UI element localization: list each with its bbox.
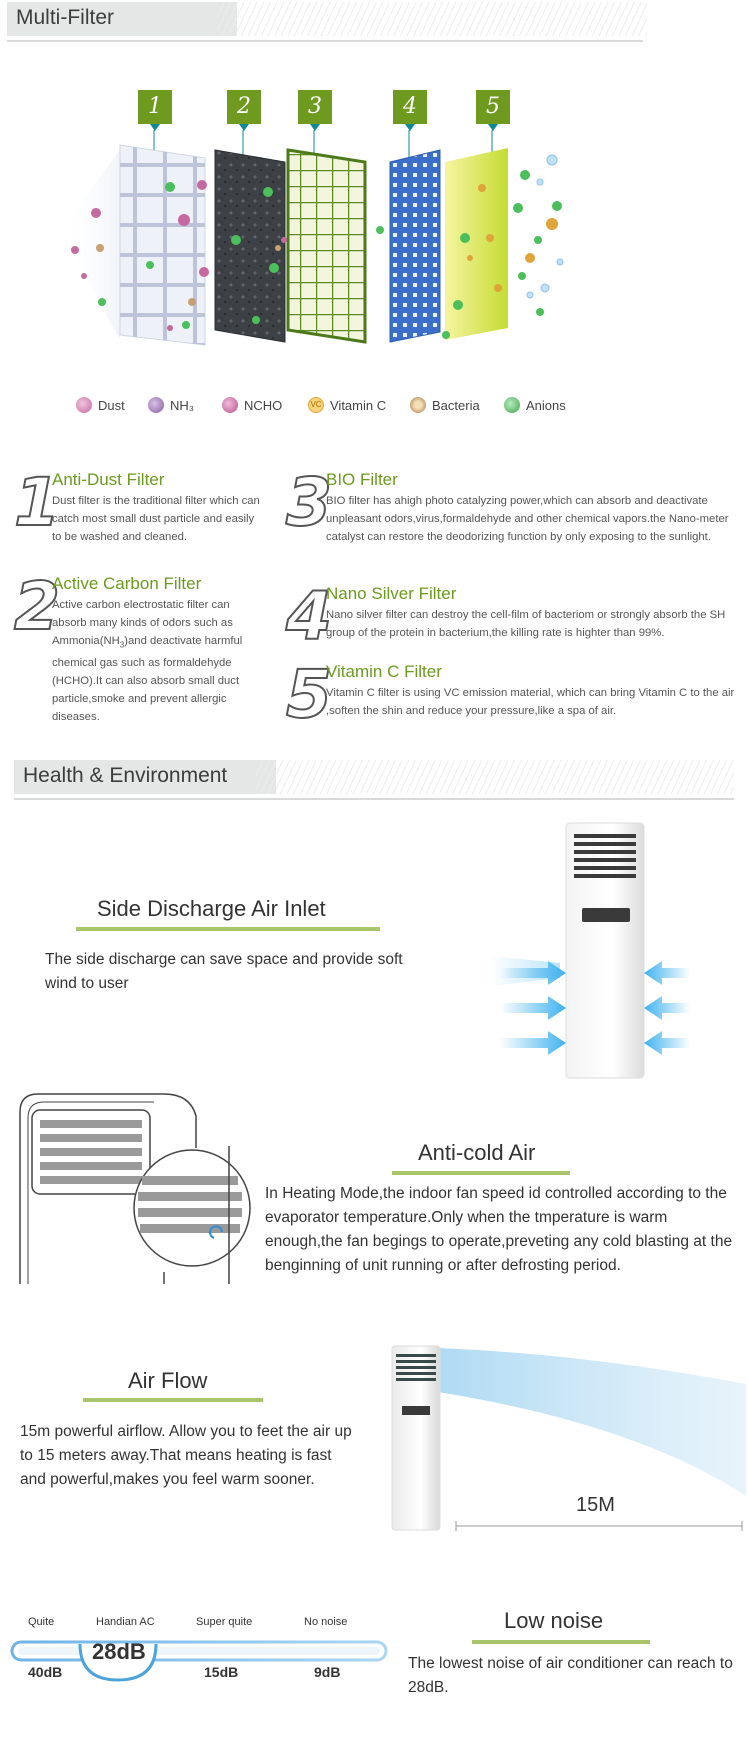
filter-number-tag: 5 [476,90,510,124]
noise-label: Handian AC [96,1616,155,1628]
noise-value: 15dB [204,1664,239,1680]
filter-text: BIO filter has ahigh photo catalyzing power,which can absorb and deactivate unpleasant odors,virus,formaldehyde and other chemical vapors.the Nano-meter catalyst can restore the deodorizing function by only exposing to the sunlight. [326,495,729,543]
feature-title-anti-cold: Anti-cold Air [418,1140,536,1165]
feature-underline [472,1640,650,1644]
section-title: Health & Environment [23,764,228,787]
filter-text: Vitamin C filter is using VC emission material, which can bring Vitamin C to the air ,soften the shin and reduce your pressure,like a spa of air. [326,687,735,717]
noise-label: No noise [304,1616,348,1628]
air-flow-distance: 15M [576,1494,615,1516]
noise-label: Quite [28,1616,55,1628]
air-inlet-graphic [490,818,700,1083]
filter-number-tag: 1 [138,90,172,124]
noise-scale [8,1600,388,1710]
vitamin-c-icon: VC [308,397,324,413]
air-flow-graphic [386,1344,746,1544]
air-flow-illustration [386,1344,746,1544]
particle-legend [76,397,636,419]
filter-title: Anti-Dust Filter [52,470,165,489]
filter-layers-illustration [60,90,660,390]
filter-description-1 [14,464,264,560]
legend-item-dust: Dust [76,397,125,413]
feature-text-side-discharge: The side discharge can save space and provide soft wind to user [45,951,403,992]
dust-icon [76,397,92,413]
feature-underline [83,1398,263,1402]
filter-description-4 [286,578,736,655]
legend-item-nh3: NH₃ [148,397,194,413]
feature-title-side-discharge: Side Discharge Air Inlet [97,896,326,921]
filter-text: Dust filter is the traditional filter which can catch most small dust particle and easily to be washed and cleaned. [52,495,260,543]
filter-number-tag: 3 [298,90,332,124]
side-discharge-illustration [490,818,700,1083]
filter-description-5 [286,656,736,733]
filter-text: Active carbon electrostatic filter can absorb many kinds of odors such as $Ammonia(NH_3)and$ deactivate harmful chemical gas such as formaldehyde (HCHO).It can also absorb small duct particle,smoke and prevent allergic diseases. [52,599,243,724]
feature-underline [76,927,380,931]
legend-item-anions: Anions [504,397,566,413]
filter-big-number: 2 [14,568,60,645]
feature-text-low-noise: The lowest noise of air conditioner can reach to 28dB. [408,1655,733,1696]
feature-text-anti-cold: In Heating Mode,the indoor fan speed id controlled according to the evaporator temperature.Only when the tmperature is warm enough,the fan begings to operate,preveting any cold blasting at the benginning of unit running or after defrosting period. [265,1185,733,1274]
filter-big-number: 5 [286,656,332,733]
feature-text-air-flow: 15m powerful airflow. Allow you to feet the air up to 15 meters away.That means heating is fast and powerful,makes you feel warm sooner. [20,1423,352,1488]
noise-value: 40dB [28,1664,63,1680]
multi-filter-header [7,2,647,36]
feature-title-low-noise: Low noise [504,1608,604,1633]
filter-text: Nano silver filter can destroy the cell-film of bacteriom or strongly absorb the SH group of the protein in bacterium,the killing rate is highter than 99%. [326,609,726,639]
filter-description-2 [14,568,264,724]
bacteria-icon [410,397,426,413]
filter-number-tag: 4 [393,90,427,124]
feature-underline [392,1171,570,1175]
noise-value-highlight: 28dB [92,1639,146,1664]
filter-title: Vitamin C Filter [326,662,442,681]
noise-label: Super quite [196,1616,253,1628]
anion-icon [504,397,520,413]
legend-item-vitamin-c: VC Vitamin C [308,397,386,413]
nh3-molecule-icon [148,397,164,413]
filter-title: BIO Filter [326,470,398,489]
section-title: Multi-Filter [16,6,114,29]
filter-number-tag: 2 [227,90,261,124]
legend-item-bacteria: Bacteria [410,397,480,413]
filter-title: Nano Silver Filter [326,584,457,603]
filter-title: Active Carbon Filter [52,574,202,593]
health-environment-header [14,760,734,794]
filter-layers-graphic [60,90,660,390]
filter-description-3 [286,464,736,570]
filter-big-number: 3 [286,464,332,541]
filter-big-number: 4 [286,578,332,655]
legend-item-ncho: NCHO [222,397,282,413]
ncho-molecule-icon [222,397,238,413]
filter-big-number: 1 [14,464,60,541]
unit-detail-graphic [14,1088,254,1288]
anti-cold-illustration [14,1088,254,1288]
noise-value: 9dB [314,1664,341,1680]
feature-title-air-flow: Air Flow [128,1368,208,1393]
